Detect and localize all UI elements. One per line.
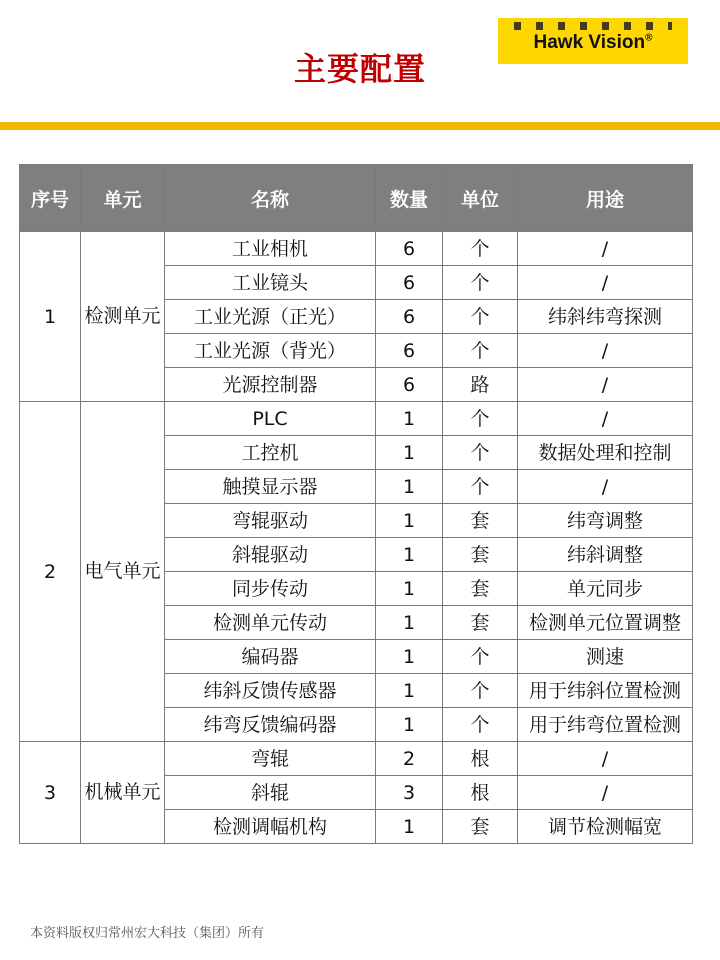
- item-name: 工控机: [165, 436, 376, 470]
- item-purpose: 检测单元位置调整: [518, 606, 693, 640]
- item-name: 同步传动: [165, 572, 376, 606]
- item-name: 弯辊驱动: [165, 504, 376, 538]
- item-quantity: 1: [376, 640, 443, 674]
- table-row: [20, 742, 693, 776]
- col-header-purpose: 用途: [518, 165, 693, 232]
- item-purpose: 纬斜纬弯探测: [518, 300, 693, 334]
- table-body: [20, 232, 693, 844]
- item-uom: 套: [443, 606, 518, 640]
- item-purpose: /: [518, 334, 693, 368]
- item-quantity: 6: [376, 368, 443, 402]
- col-header-unit: 单元: [81, 165, 165, 232]
- item-name: 工业镜头: [165, 266, 376, 300]
- col-header-name: 名称: [165, 165, 376, 232]
- item-name: 工业相机: [165, 232, 376, 266]
- group-unit: 检测单元: [81, 232, 165, 402]
- item-purpose: /: [518, 232, 693, 266]
- item-uom: 个: [443, 640, 518, 674]
- group-index: 1: [20, 232, 81, 402]
- item-name: 触摸显示器: [165, 470, 376, 504]
- group-index: 2: [20, 402, 81, 742]
- page-title: 主要配置: [293, 50, 426, 88]
- item-uom: 个: [443, 334, 518, 368]
- header-divider: [0, 122, 720, 130]
- table-row: [20, 402, 693, 436]
- item-name: 工业光源（背光）: [165, 334, 376, 368]
- item-purpose: /: [518, 470, 693, 504]
- item-uom: 套: [443, 538, 518, 572]
- col-header-uom: 单位: [443, 165, 518, 232]
- item-purpose: 纬弯调整: [518, 504, 693, 538]
- item-purpose: /: [518, 402, 693, 436]
- item-purpose: 调节检测幅宽: [518, 810, 693, 844]
- item-uom: 个: [443, 300, 518, 334]
- table-header-row: [20, 165, 693, 232]
- item-uom: 个: [443, 708, 518, 742]
- logo-pattern: [514, 22, 672, 30]
- logo-registered-mark: ®: [645, 32, 653, 44]
- item-name: 斜辊驱动: [165, 538, 376, 572]
- item-name: 弯辊: [165, 742, 376, 776]
- item-name: PLC: [165, 402, 376, 436]
- item-name: 检测调幅机构: [165, 810, 376, 844]
- item-name: 斜辊: [165, 776, 376, 810]
- item-quantity: 1: [376, 402, 443, 436]
- item-quantity: 6: [376, 266, 443, 300]
- item-name: 纬斜反馈传感器: [165, 674, 376, 708]
- item-name: 工业光源（正光）: [165, 300, 376, 334]
- item-quantity: 6: [376, 334, 443, 368]
- item-quantity: 1: [376, 708, 443, 742]
- item-purpose: /: [518, 266, 693, 300]
- item-quantity: 1: [376, 436, 443, 470]
- logo-wordmark: Hawk Vision: [533, 32, 646, 53]
- item-purpose: 用于纬斜位置检测: [518, 674, 693, 708]
- item-uom: 套: [443, 810, 518, 844]
- item-quantity: 1: [376, 504, 443, 538]
- item-quantity: 1: [376, 538, 443, 572]
- item-purpose: 测速: [518, 640, 693, 674]
- item-quantity: 6: [376, 232, 443, 266]
- item-quantity: 3: [376, 776, 443, 810]
- copyright-footer: 本资料版权归常州宏大科技（集团）所有: [30, 926, 265, 941]
- item-purpose: /: [518, 776, 693, 810]
- item-quantity: 1: [376, 470, 443, 504]
- item-uom: 路: [443, 368, 518, 402]
- item-purpose: 数据处理和控制: [518, 436, 693, 470]
- item-quantity: 2: [376, 742, 443, 776]
- item-name: 编码器: [165, 640, 376, 674]
- item-uom: 个: [443, 266, 518, 300]
- item-uom: 个: [443, 232, 518, 266]
- col-header-index: 序号: [20, 165, 81, 232]
- item-purpose: 用于纬弯位置检测: [518, 708, 693, 742]
- brand-logo: [498, 18, 688, 64]
- item-uom: 个: [443, 470, 518, 504]
- item-uom: 根: [443, 742, 518, 776]
- item-purpose: 单元同步: [518, 572, 693, 606]
- table-row: [20, 232, 693, 266]
- item-uom: 个: [443, 436, 518, 470]
- item-uom: 个: [443, 674, 518, 708]
- group-index: 3: [20, 742, 81, 844]
- item-uom: 根: [443, 776, 518, 810]
- item-quantity: 1: [376, 810, 443, 844]
- item-name: 纬弯反馈编码器: [165, 708, 376, 742]
- item-uom: 套: [443, 572, 518, 606]
- item-quantity: 6: [376, 300, 443, 334]
- item-name: 光源控制器: [165, 368, 376, 402]
- item-quantity: 1: [376, 606, 443, 640]
- item-purpose: /: [518, 742, 693, 776]
- item-quantity: 1: [376, 674, 443, 708]
- item-purpose: /: [518, 368, 693, 402]
- item-purpose: 纬斜调整: [518, 538, 693, 572]
- item-uom: 个: [443, 402, 518, 436]
- item-quantity: 1: [376, 572, 443, 606]
- item-uom: 套: [443, 504, 518, 538]
- group-unit: 机械单元: [81, 742, 165, 844]
- col-header-quantity: 数量: [376, 165, 443, 232]
- item-name: 检测单元传动: [165, 606, 376, 640]
- group-unit: 电气单元: [81, 402, 165, 742]
- config-table: [19, 164, 693, 844]
- logo-text: [498, 32, 688, 54]
